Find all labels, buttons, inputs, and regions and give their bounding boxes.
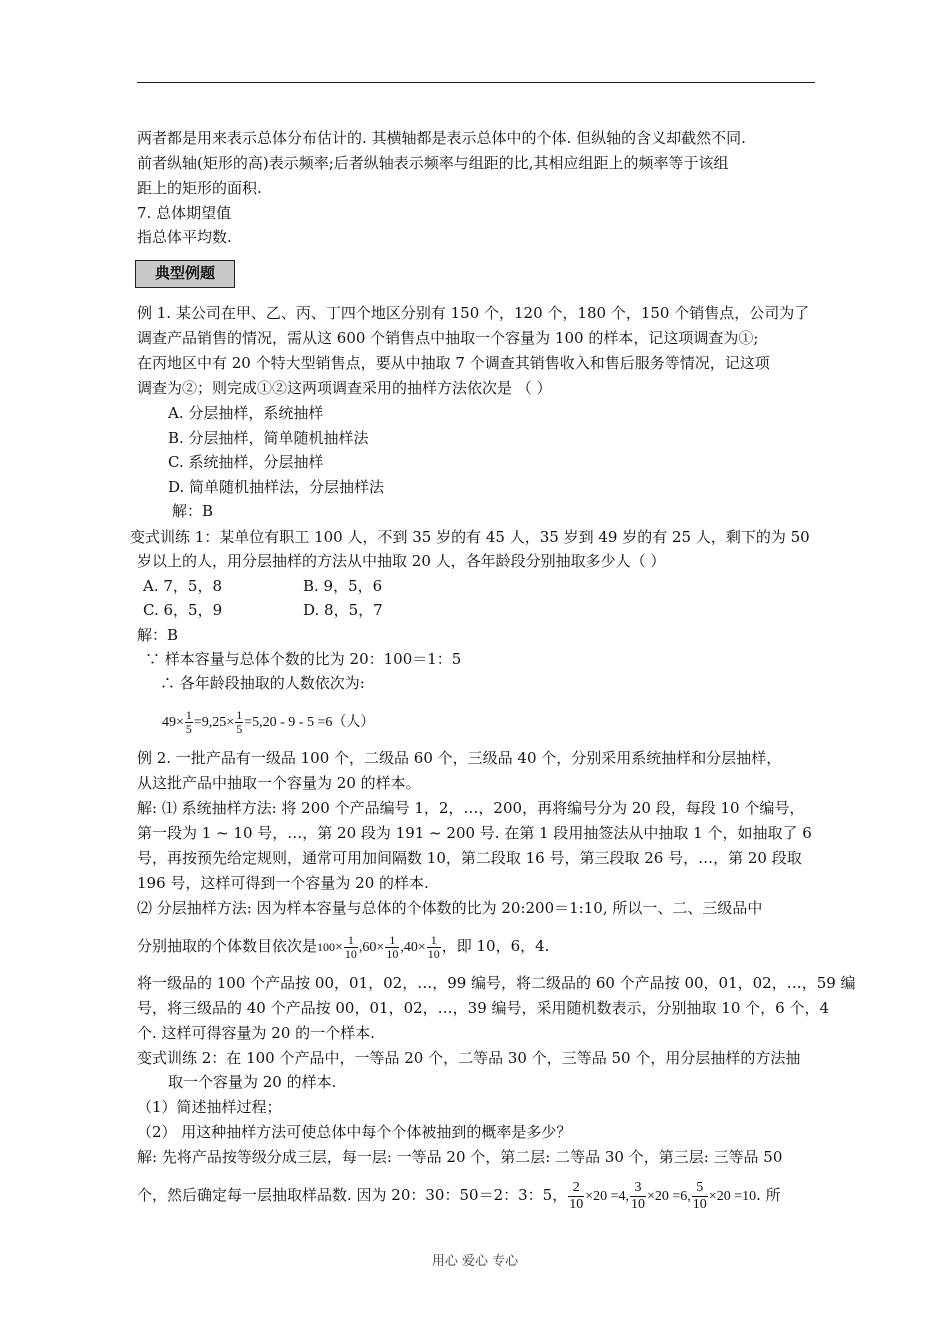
fraction-one-fifth: $\frac{1}{5}$ (185, 708, 192, 737)
ex1-option-b: B. 分层抽样，简单随机抽样法 (168, 429, 369, 447)
ex2-line-4: 第一段为 1 ~ 10 号，…，第 20 段为 191 ~ 200 号. 在第 1 段用抽签法从中抽取 1 个，如抽取了 6 (137, 824, 812, 842)
var1-line-1: 变式训练 1：某单位有职工 100 人，不到 35 岁的有 45 人，35 岁到 49 岁的有 25 人，剩下的为 50 (130, 528, 810, 546)
ex2-line-11: 个. 这样可得容量为 20 的一个样本. (137, 1024, 375, 1042)
fraction-one-tenth: $\frac{1}{10}$ (386, 933, 399, 962)
ex1-line-4: 调查为②；则完成①②这两项调查采用的抽样方法依次是 （ ） (137, 379, 552, 397)
var2-ratio-formula: $\frac{2}{10}$ ×20 =4, $\frac{3}{10}$ ×20 =6, $\frac{5}{10}$ ×20 =10 (569, 1180, 757, 1213)
ex2-line-6: 196 号，这样可得到一个容量为 20 的样本. (137, 874, 429, 892)
var1-because: ∵ 样本容量与总体个数的比为 20：100＝1：5 (145, 650, 462, 668)
var1-formula: 49× $\frac{1}{5}$ =9,25× $\frac{1}{5}$ =5,20 - 9 - 5 =6（人） (162, 708, 375, 737)
fraction-two-tenths: $\frac{2}{10}$ (569, 1180, 584, 1213)
ex1-option-d: D. 简单随机抽样法，分层抽样法 (168, 478, 385, 496)
formula-term: =9,25 (193, 715, 227, 730)
ex2-line-3: 解: ⑴ 系统抽样方法: 将 200 个产品编号 1，2，…，200，再将编号分为 20 段，每段 10 个编号， (137, 799, 805, 817)
ex1-option-a: A. 分层抽样，系统抽样 (168, 404, 324, 422)
formula-term: =5,20 - 9 - 5 =6（人） (244, 715, 375, 730)
section-title: 典型例题 (135, 260, 235, 288)
fraction-one-fifth: $\frac{1}{5}$ (236, 708, 243, 737)
ex1-line-1: 例 1. 某公司在甲、乙、丙、丁四个地区分别有 150 个，120 个，180 个，150 个销售点，公司为了 (137, 304, 810, 322)
ex2-ratio-formula: 100× $\frac{1}{10}$ ,60× $\frac{1}{10}$ ,40× $\frac{1}{10}$ (317, 933, 440, 962)
ex2-line-8 (137, 930, 549, 964)
var2-line-4 (137, 1178, 781, 1214)
ex2-line-10: 号，将三级品的 40 个产品按 00，01，02，…，39 编号，采用随机数表示，分别抽取 10 个，6 个，4 (137, 999, 829, 1017)
var1-therefore: ∴ 各年龄段抽取的人数依次为: (160, 674, 365, 692)
intro-line-3: 距上的矩形的面积. (137, 179, 262, 197)
fraction-three-tenths: $\frac{3}{10}$ (631, 1180, 645, 1213)
page-footer: 用心 爱心 专心 (431, 1254, 519, 1269)
ex1-line-3: 在丙地区中有 20 个特大型销售点，要从中抽取 7 个调查其销售收入和售后服务等情况，记这项 (137, 354, 770, 372)
ex2-line-1: 例 2. 一批产品有一级品 100 个，二级品 60 个，三级品 40 个，分别采用系统抽样和分层抽样， (137, 749, 782, 767)
var2-line-4-tail: . 所 (756, 1186, 781, 1204)
ex2-line-2: 从这批产品中抽取一个容量为 20 的样本。 (137, 774, 421, 792)
ex2-line-5: 号，再按预先给定规则，通常可用加间隔数 10，第二段取 16 号，第三段取 26 号，…，第 20 段取 (137, 849, 802, 867)
ex1-line-2: 调查产品销售的情况，需从这 600 个销售点中抽取一个容量为 100 的样本，记这项调查为①; (137, 329, 759, 347)
ex1-option-c: C. 系统抽样，分层抽样 (168, 453, 324, 471)
ex2-line-8-text: 分别抽取的个体数目依次是 (137, 937, 318, 955)
fraction-one-tenth: $\frac{1}{10}$ (344, 933, 357, 962)
var2-line-4-text: 个，然后确定每一层抽取样品数. 因为 20：30：50＝2：3：5， (137, 1186, 568, 1204)
fraction-five-tenths: $\frac{5}{10}$ (692, 1180, 707, 1213)
var1-option-d: D. 8，5，7 (303, 601, 383, 619)
var1-option-a: A. 7，5，8 (143, 577, 222, 595)
intro-line-2: 前者纵轴(矩形的高)表示频率;后者纵轴表示频率与组距的比,其相应组距上的频率等于该组 (137, 154, 729, 172)
ex2-line-8-tail: ，即 10，6，4. (441, 937, 550, 955)
var2-line-1: 变式训练 2：在 100 个产品中，一等品 20 个，二等品 30 个，三等品 50 个，用分层抽样的方法抽 (137, 1049, 801, 1067)
fraction-one-tenth: $\frac{1}{10}$ (427, 933, 440, 962)
var2-line-3: 解: 先将产品按等级分成三层，每一层: 一等品 20 个，第二层: 二等品 30 个，第三层: 三等品 50 (137, 1148, 783, 1166)
formula-term: 49 (162, 715, 176, 730)
header-rule (137, 82, 815, 83)
var2-line-2: 取一个容量为 20 的样本. (168, 1073, 337, 1091)
var1-answer: 解：B (137, 626, 179, 644)
ex1-answer: 解：B (172, 502, 214, 520)
var1-line-2: 岁以上的人，用分层抽样的方法从中抽取 20 人，各年龄段分别抽取多少人（ ） (137, 552, 666, 570)
ex2-line-9: 将一级品的 100 个产品按 00，01，02，…，99 编号，将二级品的 60 个产品按 00，01，02，…，59 编 (137, 974, 856, 992)
var1-option-c: C. 6，5，9 (143, 601, 223, 619)
var2-question-2: （2） 用这种抽样方法可使总体中每个个体被抽到的概率是多少？ (137, 1123, 572, 1141)
intro-line-1: 两者都是用来表示总体分布估计的. 其横轴都是表示总体中的个体. 但纵轴的含义却截然不同. (137, 129, 746, 147)
heading-7: 7. 总体期望值 (137, 204, 232, 222)
ex2-line-7: ⑵ 分层抽样方法: 因为样本容量与总体的个体数的比为 20:200＝1:10, 所以一、二、三级品中 (137, 899, 763, 917)
intro-line-5: 指总体平均数. (137, 228, 232, 246)
var2-question-1: （1）简述抽样过程； (137, 1098, 282, 1116)
var1-option-b: B. 9，5，6 (303, 577, 383, 595)
